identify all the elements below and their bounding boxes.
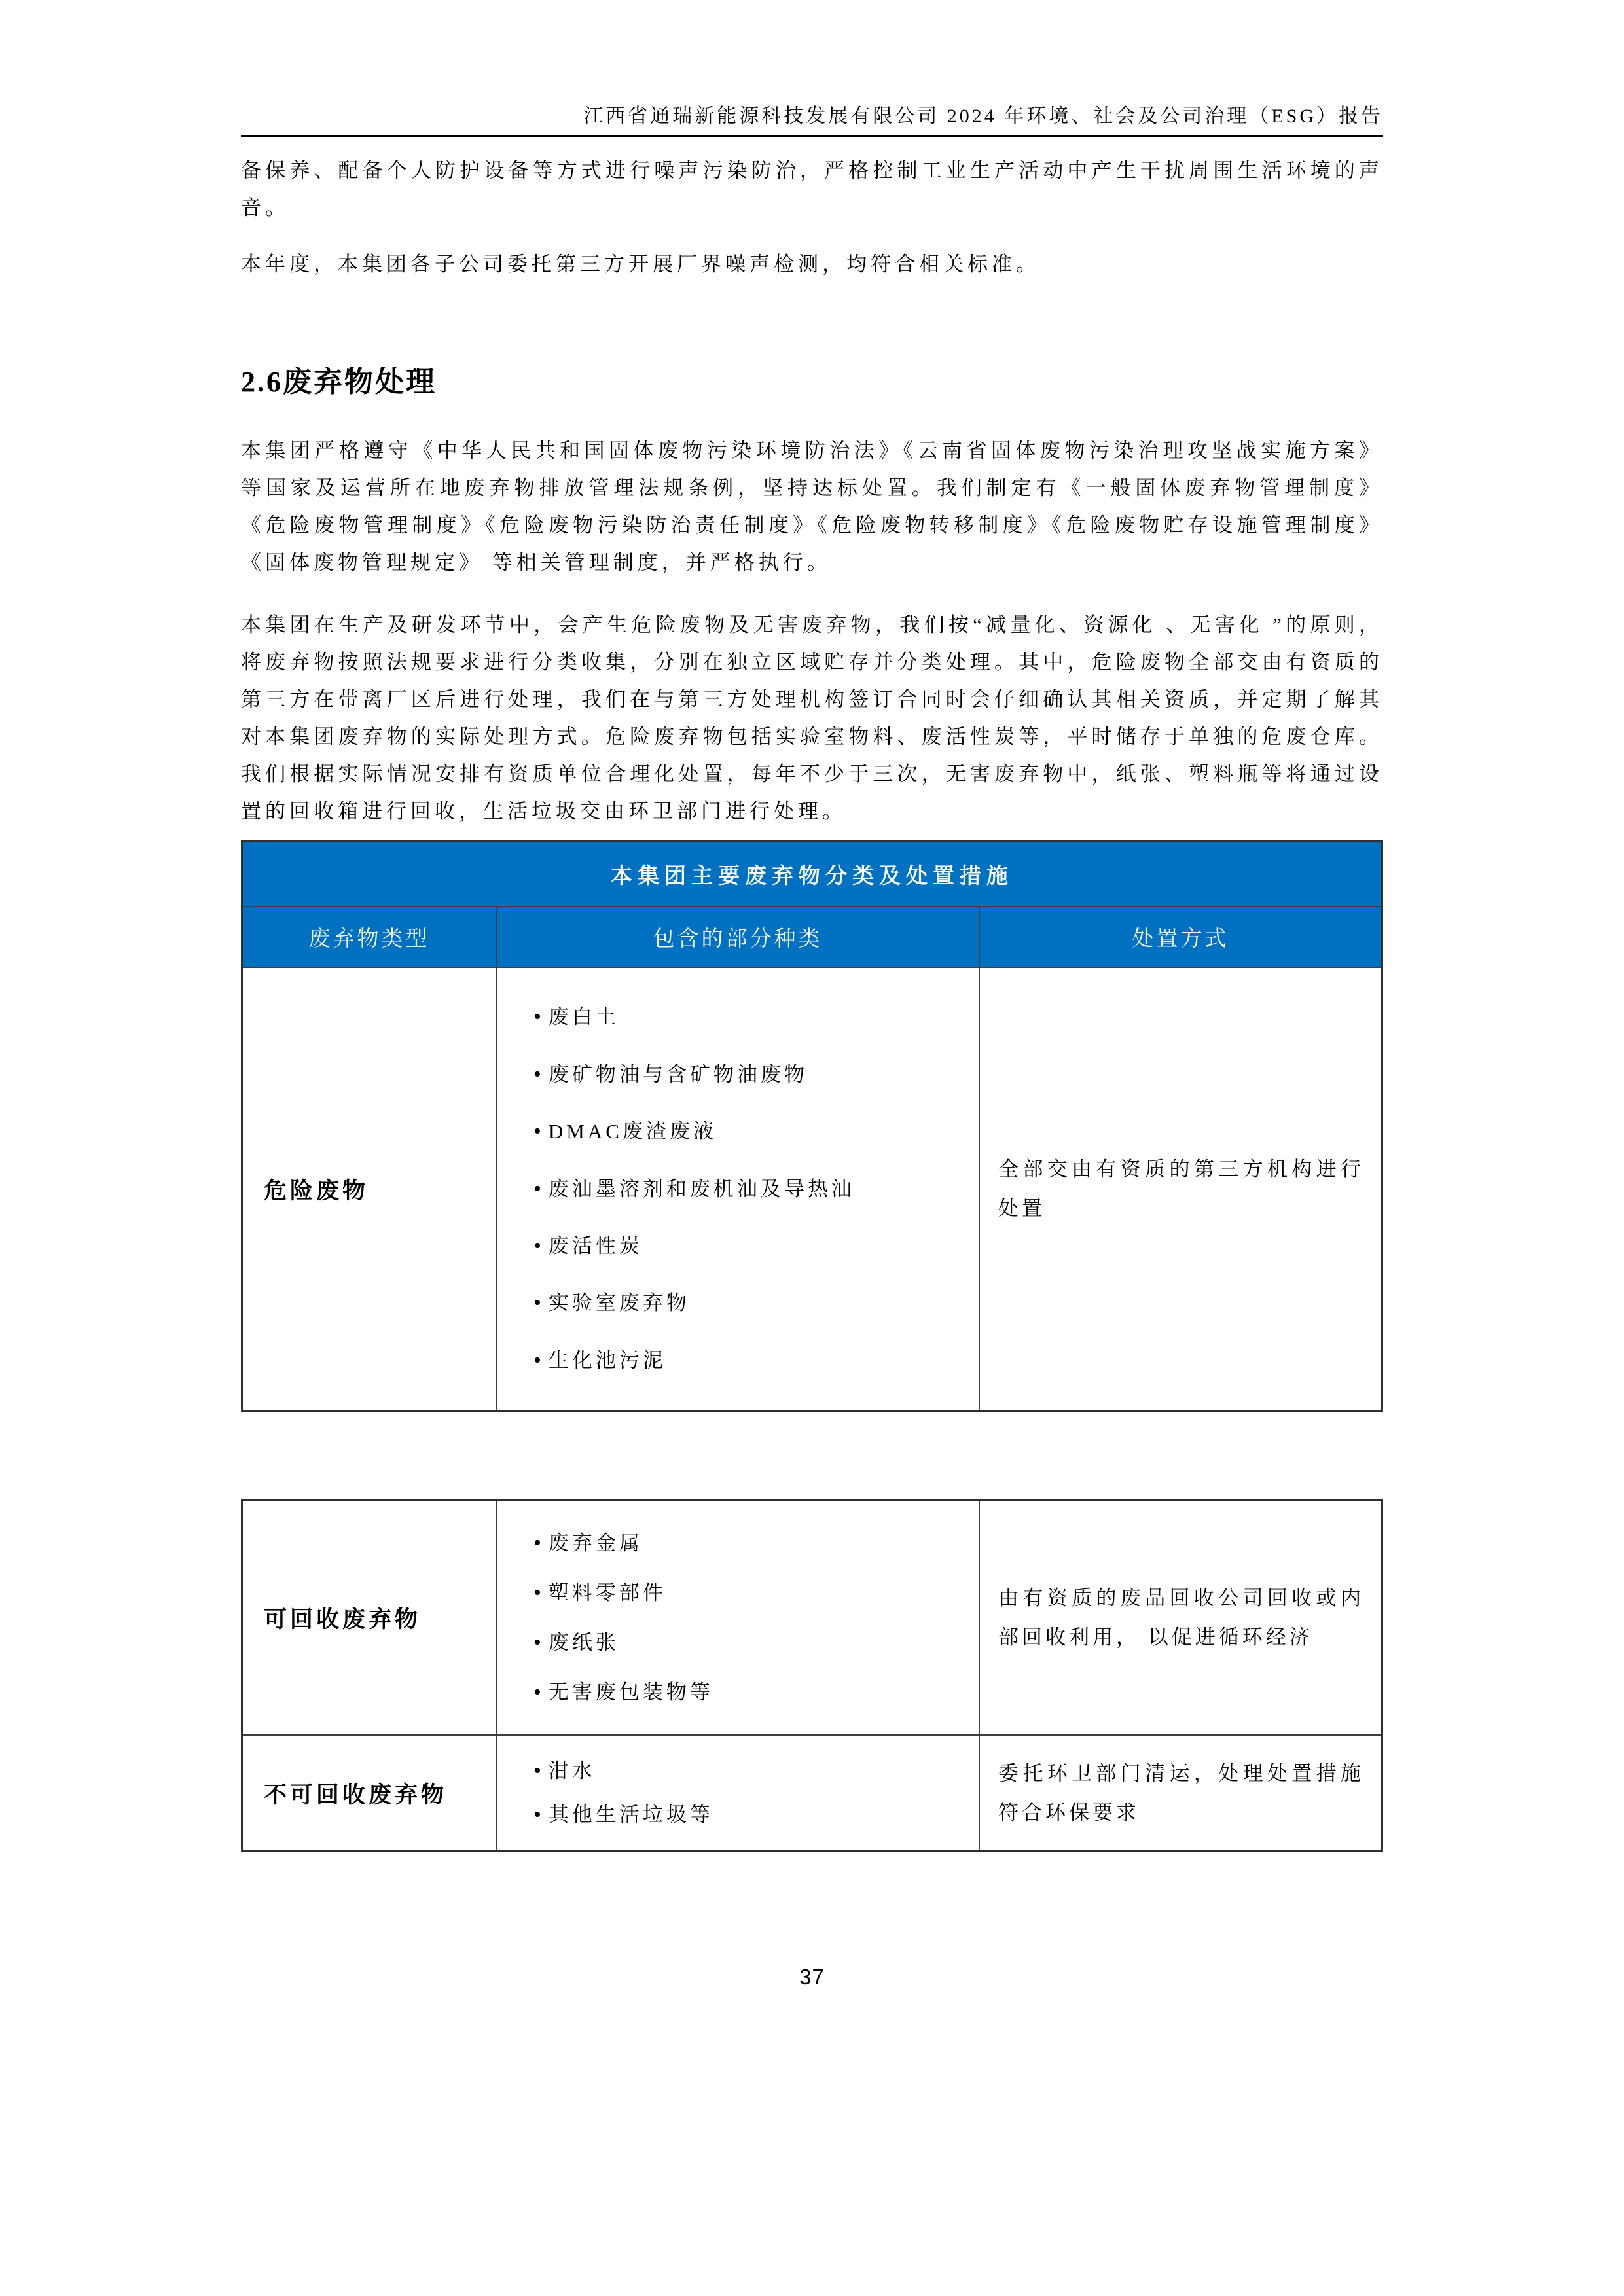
bullet-icon: •: [533, 1005, 545, 1030]
running-header: 江西省通瑞新能源科技发展有限公司 2024 年环境、社会及公司治理（ESG）报告: [583, 105, 1383, 127]
bullet-item: [533, 1060, 965, 1089]
waste-classification-table: [241, 840, 1383, 1412]
disposal-label: 全部交由有资质的第三方机构进行处置: [998, 1157, 1364, 1220]
bullet-label: DMAC废渣废液: [548, 1120, 717, 1143]
column-header-disposal-method: 处置方式: [979, 906, 1381, 967]
bullet-label: 废油墨溶剂和废机油及导热油: [548, 1177, 855, 1200]
bullet-item: [533, 1117, 965, 1146]
bullet-icon: •: [533, 1630, 545, 1655]
bullet-icon: •: [533, 1291, 545, 1316]
paragraph-noise-2: 本年度，本集团各子公司委托第三方开展厂界噪声检测，均符合相关标准。: [241, 253, 1040, 276]
waste-items-list: [496, 1501, 979, 1734]
bullet-item: [533, 1232, 965, 1261]
paragraph-noise-1: 备保养、配备个人防护设备等方式进行噪声污染防治，严格控制工业生产活动中产生干扰周围生活环境的声音。: [241, 159, 1383, 219]
bullet-item: [533, 1289, 965, 1318]
content-column: [241, 0, 1383, 1990]
bullet-item: [533, 1628, 965, 1657]
bullet-item: [533, 1003, 965, 1031]
bullet-label: 废矿物油与含矿物油废物: [548, 1062, 808, 1086]
bullet-item: [533, 1678, 965, 1707]
waste-type-label: 危险废物: [243, 967, 496, 1410]
bullet-label: 泔水: [548, 1759, 596, 1783]
paragraph-waste-1: 本集团严格遵守《中华人民共和国固体废物污染环境防治法》《云南省固体废物污染治理攻坚战实施方案》 等国家及运营所在地废弃物排放管理法规条例，坚持达标处置。我们制定有《一般固体废弃物管理制度》《危险废物管理制度》《危险废物污染防治责任制度》《危险废物转移制度》《危险废物贮存设施管理制度》《固体废物管理规定》 等相关管理制度，并严格执行。: [241, 439, 1383, 574]
bullet-icon: •: [533, 1759, 545, 1784]
waste-classification-table-continued: [241, 1499, 1383, 1852]
disposal-label: 委托环卫部门清运，处理处置措施符合环保要求: [998, 1761, 1364, 1824]
bullet-icon: •: [533, 1062, 545, 1086]
bullet-icon: •: [533, 1680, 545, 1704]
bullet-icon: •: [533, 1233, 545, 1258]
column-header-waste-type: 废弃物类型: [243, 906, 496, 967]
bullet-label: 无害废包装物等: [548, 1681, 713, 1704]
bullet-item: [533, 1757, 965, 1785]
page-number: 37: [799, 1965, 825, 1989]
waste-type-label: 可回收废弃物: [264, 1607, 422, 1632]
waste-disposal-text: [979, 967, 1381, 1410]
bullet-item: [533, 1801, 965, 1829]
bullet-label: 实验室废弃物: [548, 1291, 690, 1315]
bullet-icon: •: [533, 1531, 545, 1555]
bullet-item: [533, 1529, 965, 1558]
waste-disposal-text: [979, 1734, 1381, 1850]
bullet-icon: •: [533, 1348, 545, 1372]
bullet-label: 其他生活垃圾等: [548, 1803, 713, 1826]
disposal-label: 由有资质的废品回收公司回收或内部回收利用， 以促进循环经济: [998, 1587, 1364, 1649]
bullet-label: 废白土: [548, 1005, 619, 1029]
header-divider: [241, 135, 1383, 137]
waste-disposal-text: [979, 1501, 1381, 1734]
bullet-label: 废活性炭: [548, 1234, 643, 1257]
bullet-label: 塑料零部件: [548, 1581, 666, 1604]
bullet-label: 废弃金属: [548, 1532, 643, 1554]
paragraph-waste-2: 本集团在生产及研发环节中，会产生危险废物及无害废弃物，我们按“减量化、资源化 、无害化 ”的原则，将废弃物按照法规要求进行分类收集，分别在独立区域贮存并分类处理。其中，危险废物全部交由有资质的第三方在带离厂区后进行处理，我们在与第三方处理机构签订合同时会仔细确认其相关资质，并定期了解其对本集团废弃物的实际处理方式。危险废弃物包括实验室物料、废活性炭等，平时储存于单独的危废仓库。我们根据实际情况安排有资质单位合理化处置，每年不少于三次，无害废弃物中，纸张、塑料瓶等将通过设置的回收箱进行回收，生活垃圾交由环卫部门进行处理。: [241, 613, 1383, 823]
waste-type-label: 不可回收废弃物: [243, 1734, 496, 1850]
bullet-icon: •: [533, 1176, 545, 1201]
bullet-label: 废纸张: [548, 1631, 619, 1654]
bullet-label: 生化池污泥: [548, 1348, 666, 1372]
waste-items-list: [496, 967, 979, 1410]
bullet-item: [533, 1346, 965, 1375]
bullet-icon: •: [533, 1581, 545, 1605]
bullet-item: [533, 1175, 965, 1204]
section-heading: 2.6废弃物处理: [241, 366, 437, 398]
column-header-included-kinds: 包含的部分种类: [496, 906, 979, 967]
bullet-item: [533, 1579, 965, 1607]
table-title: 本集团主要废弃物分类及处置措施: [243, 842, 1381, 906]
bullet-icon: •: [533, 1802, 545, 1827]
bullet-icon: •: [533, 1119, 545, 1144]
waste-items-list: [496, 1734, 979, 1850]
